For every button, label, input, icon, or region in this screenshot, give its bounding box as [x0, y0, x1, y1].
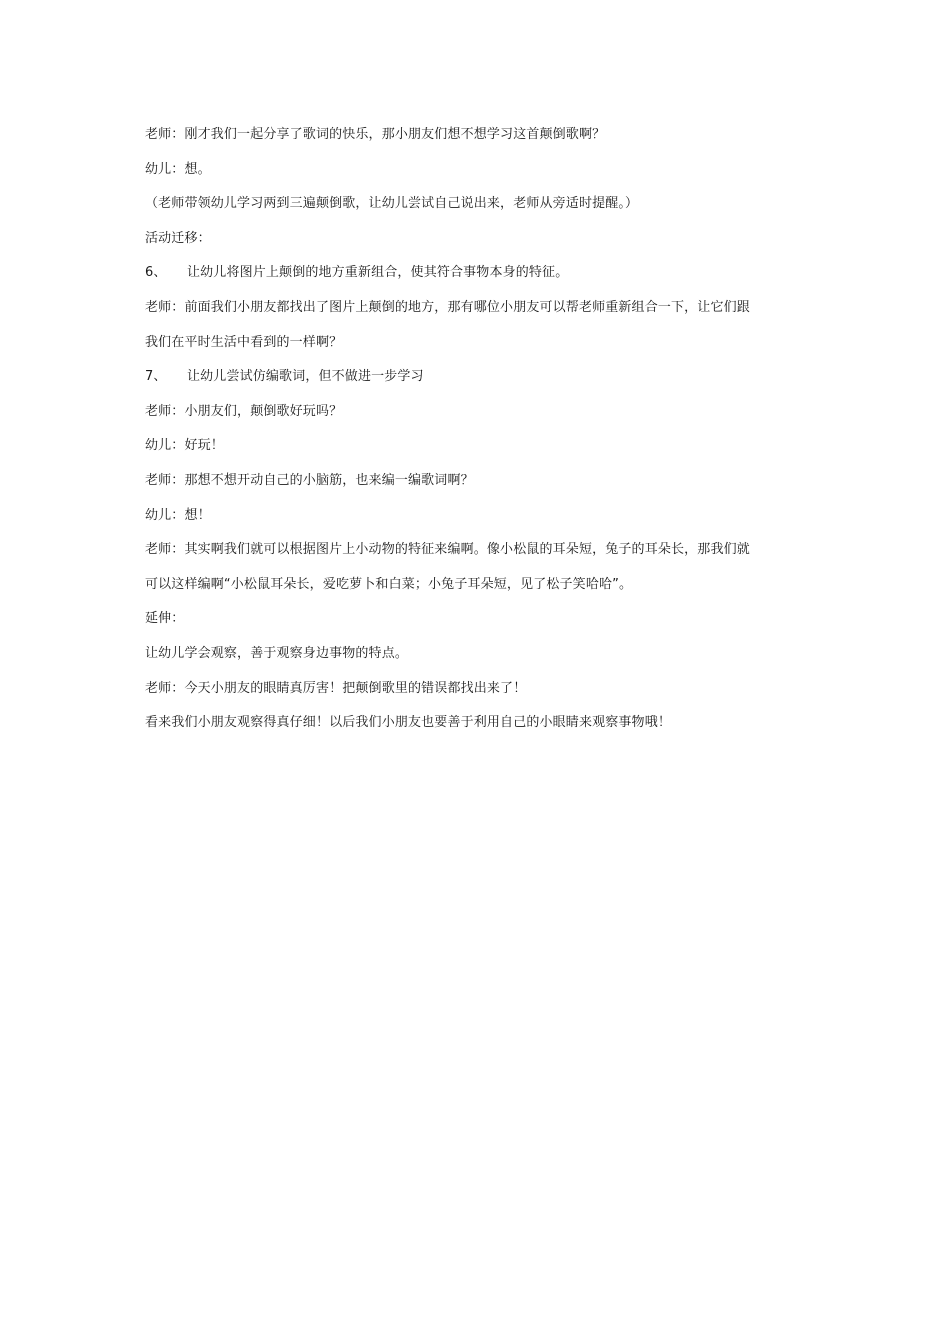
list-item-7 — [145, 368, 810, 385]
list-item-7-number: 7、 — [145, 369, 167, 385]
paragraph-closing: 看来我们小朋友观察得真仔细！以后我们小朋友也要善于利用自己的小眼睛来观察事物哦！ — [145, 715, 672, 731]
paragraph-teacher-example-1: 老师：其实啊我们就可以根据图片上小动物的特征来编啊。像小松鼠的耳朵短，兔子的耳朵长，那我们就 — [145, 542, 750, 558]
document-body — [145, 126, 810, 749]
paragraph-teacher-fun-question: 老师：小朋友们，颠倒歌好玩吗？ — [145, 403, 343, 419]
paragraph-teacher-regroup-1: 老师：前面我们小朋友都找出了图片上颠倒的地方，那有哪位小朋友可以帮老师重新组合一下，让它们跟 — [145, 299, 750, 315]
paragraph-teacher-guide-note: （老师带领幼儿学习两到三遍颠倒歌，让幼儿尝试自己说出来，老师从旁适时提醒。） — [145, 196, 639, 212]
list-item-6 — [145, 264, 810, 281]
paragraph-child-answer: 幼儿：想。 — [145, 161, 211, 177]
list-item-6-text: 让幼儿将图片上颠倒的地方重新组合，使其符合事物本身的特征。 — [187, 265, 569, 281]
list-item-7-text: 让幼儿尝试仿编歌词，但不做进一步学习 — [187, 369, 424, 385]
paragraph-teacher-regroup-2: 我们在平时生活中看到的一样啊？ — [145, 334, 343, 350]
section-heading-extension: 延伸： — [145, 611, 185, 627]
list-item-6-number: 6、 — [145, 265, 167, 281]
paragraph-teacher-example-2: 可以这样编啊“小松鼠耳朵长，爱吃萝卜和白菜；小兔子耳朵短，见了松子笑哈哈”。 — [145, 576, 633, 592]
paragraph-child-fun-answer: 幼儿：好玩！ — [145, 438, 224, 454]
paragraph-child-compose-answer: 幼儿：想！ — [145, 507, 211, 523]
paragraph-teacher-compose-question: 老师：那想不想开动自己的小脑筋，也来编一编歌词啊？ — [145, 472, 474, 488]
paragraph-teacher-praise: 老师：今天小朋友的眼睛真厉害！把颠倒歌里的错误都找出来了！ — [145, 680, 527, 696]
section-heading-activity-transfer: 活动迁移： — [145, 230, 211, 246]
paragraph-extension-goal: 让幼儿学会观察，善于观察身边事物的特点。 — [145, 645, 409, 661]
paragraph-teacher-question: 老师：刚才我们一起分享了歌词的快乐，那小朋友们想不想学习这首颠倒歌啊？ — [145, 127, 606, 142]
